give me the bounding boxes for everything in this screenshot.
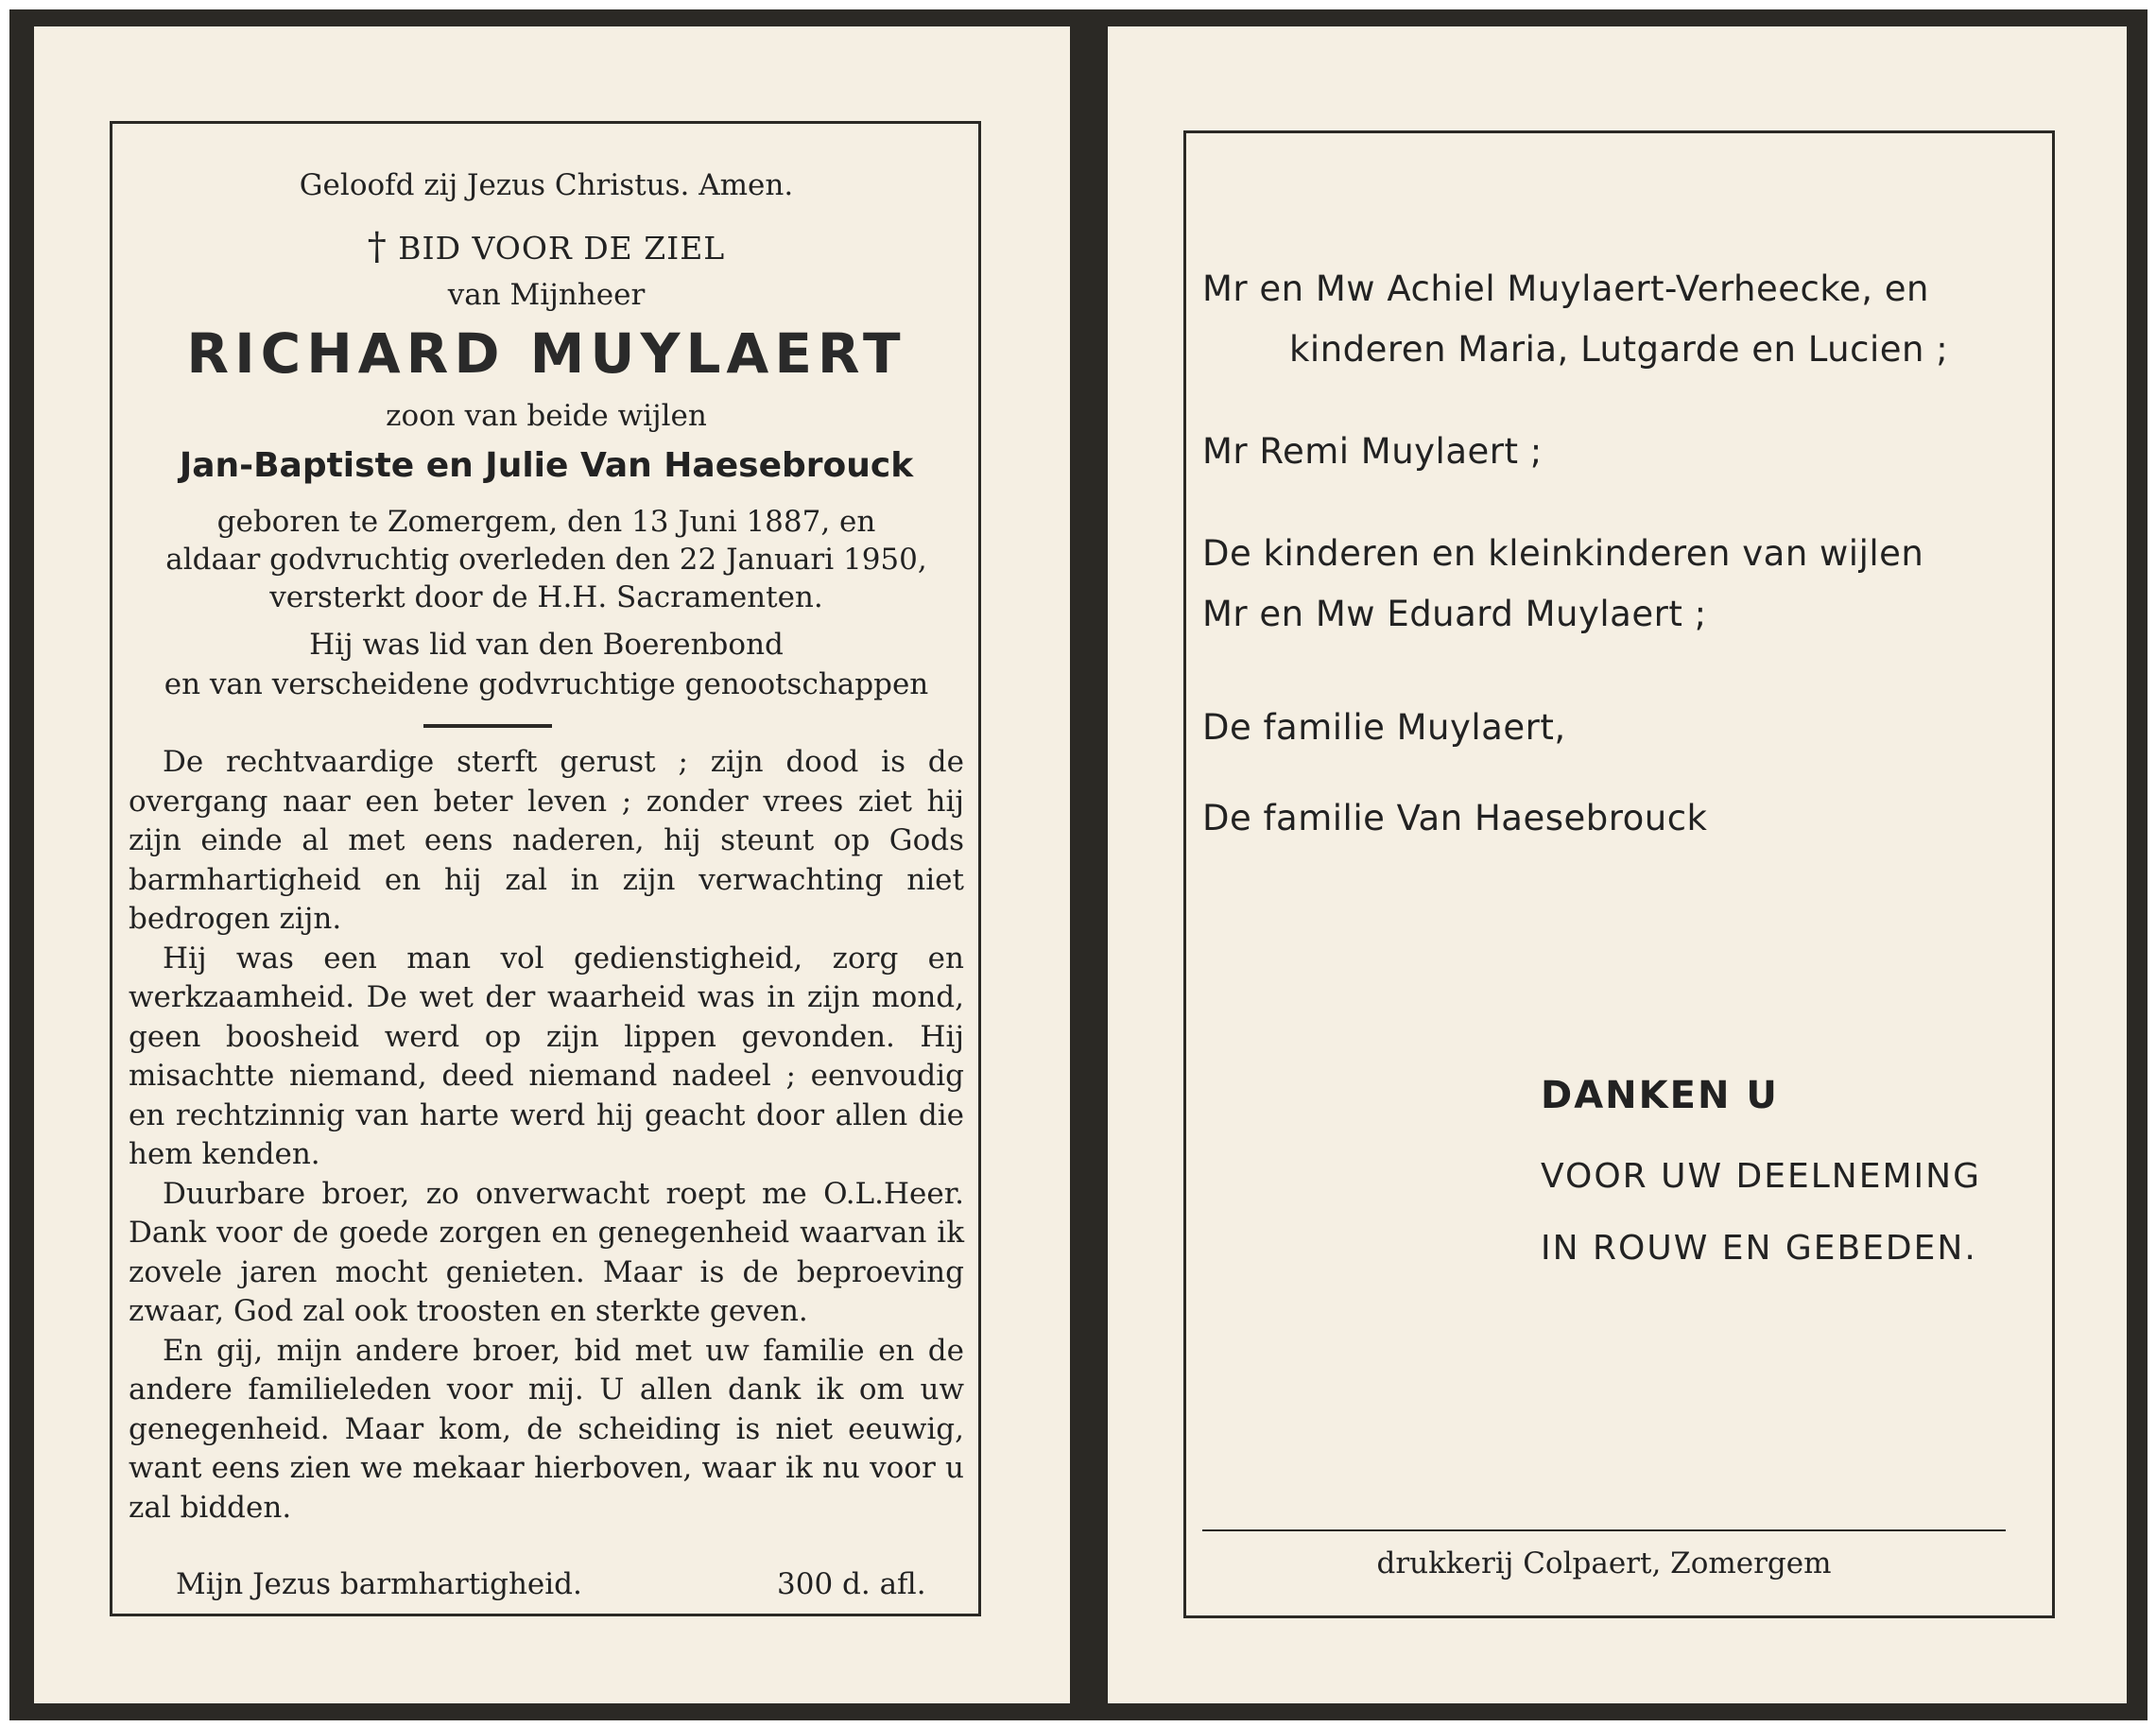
invocation: Geloofd zij Jezus Christus. Amen. [299, 168, 794, 202]
thanks-heading: DANKEN U [1541, 1074, 1779, 1117]
cross-icon: † [367, 225, 388, 268]
printer-rule [1202, 1529, 2006, 1531]
deceased-name: RICHARD MUYLAERT [186, 321, 906, 386]
prayer-heading: BID VOOR DE ZIEL [398, 230, 726, 267]
birth-death-line-1: geboren te Zomergem, den 13 Juni 1887, en [216, 505, 876, 539]
separator-rule [423, 724, 552, 728]
honorific: van Mijnheer [447, 278, 646, 312]
right-panel [1108, 26, 2127, 1703]
paragraph: De rechtvaardige sterft gerust ; zijn dood is de overgang naar een beter leven ; zonder vrees ziet hij zijn einde al met eens naderen, hij steunt op Gods barmhartigheid en hij zal in zijn verwachting niet bedrogen zijn. [129, 745, 964, 936]
closing-prayer: Mijn Jezus barmhartigheid. [176, 1567, 582, 1601]
membership-line-2: en van verscheidene godvruchtige genootschappen [164, 667, 929, 701]
thanks-line-2: IN ROUW EN GEBEDEN. [1541, 1229, 1977, 1268]
printer-credit: drukkerij Colpaert, Zomergem [1376, 1546, 1832, 1580]
family-line-2: kinderen Maria, Lutgarde en Lucien ; [1289, 329, 1949, 370]
memorial-card [9, 9, 2147, 1720]
indulgence: 300 d. afl. [777, 1567, 926, 1601]
prayer-heading-line [129, 225, 964, 268]
family-line-4: De kinderen en kleinkinderen van wijlen [1202, 533, 1924, 574]
family-line-5: Mr en Mw Eduard Muylaert ; [1202, 594, 1707, 634]
paragraph: Hij was een man vol gedienstigheid, zorg en werkzaamheid. De wet der waarheid was in zijn mond, geen boosheid werd op zijn lippen gevonden. Hij misachtte niemand, deed niemand nadeel ; eenvoudig en rechtzinnig van harte werd hij geacht door allen die hem kenden. [129, 941, 964, 1171]
family-line-6: De familie Muylaert, [1202, 707, 1566, 748]
family-line-1: Mr en Mw Achiel Muylaert-Verheecke, en [1202, 268, 1929, 309]
thanks-line-1: VOOR UW DEELNEMING [1541, 1157, 1981, 1196]
left-panel [34, 26, 1070, 1703]
birth-death-line-3: versterkt door de H.H. Sacramenten. [269, 580, 823, 614]
son-of-line: zoon van beide wijlen [386, 399, 707, 433]
membership-line-1: Hij was lid van den Boerenbond [309, 628, 784, 662]
birth-death-line-2: aldaar godvruchtig overleden den 22 Januari 1950, [165, 543, 927, 577]
family-line-7: De familie Van Haesebrouck [1202, 798, 1708, 838]
memorial-text [129, 743, 964, 1528]
paragraph: En gij, mijn andere broer, bid met uw familie en de andere familieleden voor mij. U allen dank ik om uw genegenheid. Maar kom, de scheiding is niet eeuwig, want eens zien we mekaar hierboven, waar ik nu voor u zal bidden. [129, 1333, 964, 1525]
family-line-3: Mr Remi Muylaert ; [1202, 431, 1543, 472]
paragraph: Duurbare broer, zo onverwacht roept me O.L.Heer. Dank voor de goede zorgen en genegenheid waarvan ik zovele jaren mocht genieten. Maar is de beproeving zwaar, God zal ook troosten en sterkte geven. [129, 1176, 964, 1328]
parents-names: Jan-Baptiste en Julie Van Haesebrouck [179, 446, 914, 485]
